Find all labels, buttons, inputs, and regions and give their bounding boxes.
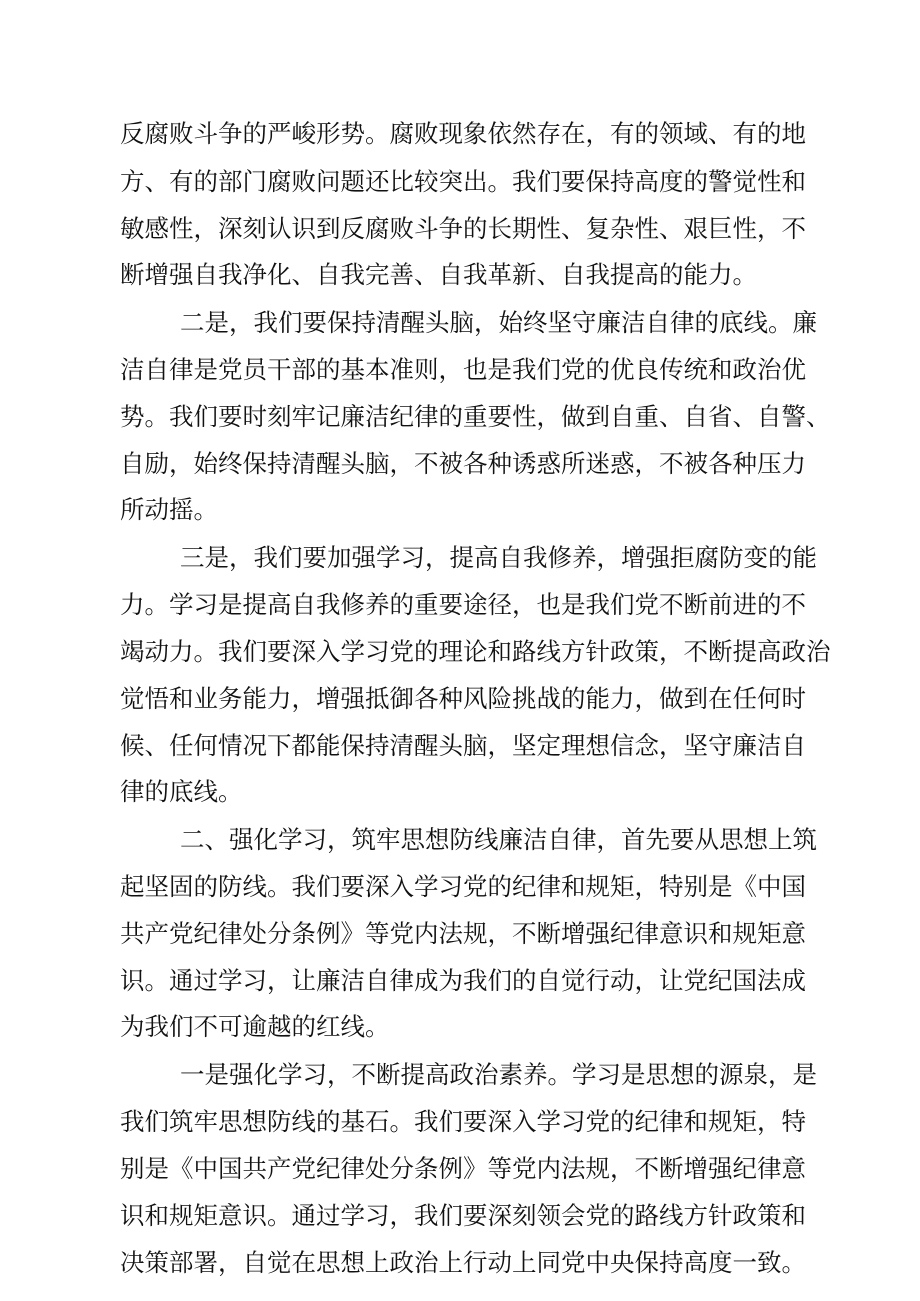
paragraph-3-line-1: 三是，我们要加强学习，提高自我修养，增强拒腐防变的能 <box>180 543 817 572</box>
paragraph-3-line-4: 觉悟和业务能力，增强抵御各种风险挑战的能力，做到在任何时 <box>120 684 806 713</box>
paragraph-4-line-2: 起坚固的防线。我们要深入学习党的纪律和规矩，特别是《中国 <box>120 872 806 901</box>
paragraph-5-line-3: 别是《中国共产党纪律处分条例》等党内法规，不断增强纪律意 <box>120 1154 806 1183</box>
paragraph-3-line-5: 候、任何情况下都能保持清醒头脑，坚定理想信念，坚守廉洁自 <box>120 731 806 760</box>
paragraph-2-line-2: 洁自律是党员干部的基本准则，也是我们党的优良传统和政治优 <box>120 355 806 384</box>
paragraph-5-line-1: 一是强化学习，不断提高政治素养。学习是思想的源泉，是 <box>180 1060 817 1089</box>
paragraph-2-line-3: 势。我们要时刻牢记廉洁纪律的重要性，做到自重、自省、自警、 <box>120 402 831 431</box>
paragraph-2-line-1: 二是，我们要保持清醒头脑，始终坚守廉洁自律的底线。廉 <box>180 308 817 337</box>
paragraph-4-line-4: 识。通过学习，让廉洁自律成为我们的自觉行动，让党纪国法成 <box>120 966 806 995</box>
paragraph-4-line-3: 共产党纪律处分条例》等党内法规，不断增强纪律意识和规矩意 <box>120 919 806 948</box>
paragraph-1-line-3: 敏感性，深刻认识到反腐败斗争的长期性、复杂性、艰巨性，不 <box>120 214 806 243</box>
paragraph-5-line-5: 决策部署，自觉在思想上政治上行动上同党中央保持高度一致。 <box>120 1248 806 1277</box>
paragraph-1-line-4: 断增强自我净化、自我完善、自我革新、自我提高的能力。 <box>120 260 757 289</box>
paragraph-5-line-2: 我们筑牢思想防线的基石。我们要深入学习党的纪律和规矩，特 <box>120 1107 806 1136</box>
paragraph-5-line-4: 识和规矩意识。通过学习，我们要深刻领会党的路线方针政策和 <box>120 1201 806 1230</box>
paragraph-1-line-1: 反腐败斗争的严峻形势。腐败现象依然存在，有的领域、有的地 <box>120 119 806 148</box>
paragraph-2-line-5: 所动摇。 <box>120 495 218 524</box>
paragraph-2-line-4: 自励，始终保持清醒头脑，不被各种诱惑所迷惑，不被各种压力 <box>120 449 806 478</box>
paragraph-4-line-1: 二、强化学习，筑牢思想防线廉洁自律，首先要从思想上筑 <box>180 825 817 854</box>
paragraph-4-line-5: 为我们不可逾越的红线。 <box>120 1012 390 1041</box>
paragraph-3-line-2: 力。学习是提高自我修养的重要途径，也是我们党不断前进的不 <box>120 590 806 619</box>
paragraph-3-line-6: 律的底线。 <box>120 777 243 806</box>
paragraph-3-line-3: 竭动力。我们要深入学习党的理论和路线方针政策，不断提高政治 <box>120 637 831 666</box>
paragraph-1-line-2: 方、有的部门腐败问题还比较突出。我们要保持高度的警觉性和 <box>120 167 806 196</box>
